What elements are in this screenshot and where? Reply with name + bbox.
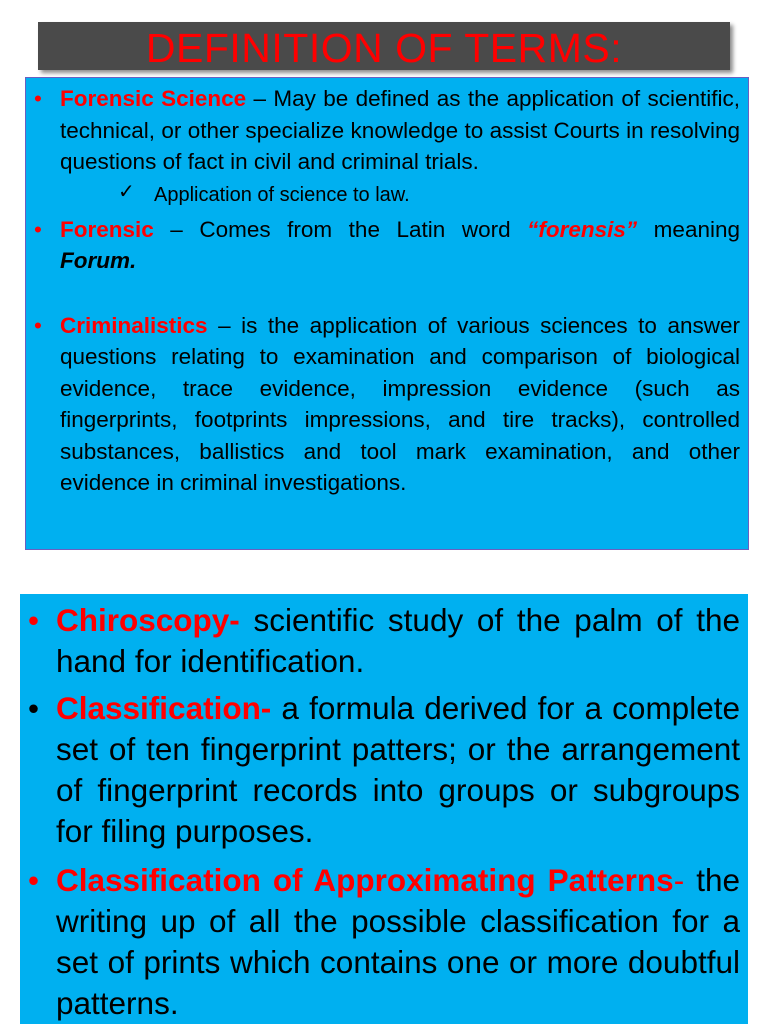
- definition-classification-approximating: the writing up of all the possible classification for a set of prints which contains one or more doubtful patterns.: [56, 862, 740, 1021]
- sub-item-text: Application of science to law.: [154, 183, 410, 206]
- list-item-criminalistics: [34, 310, 740, 499]
- latin-word: “forensis”: [527, 216, 638, 242]
- checkmark-icon: ✓: [118, 180, 135, 203]
- term-dash: -: [673, 862, 685, 898]
- definitions-box-top: [25, 77, 749, 550]
- term-chiroscopy: Chiroscopy-: [56, 602, 240, 638]
- definition-forensic-science: – May be defined as the application of scientific, technical, or other specialize knowledge to assist Courts in resolving questions of fact in civil and criminal trials.: [60, 86, 740, 174]
- definition-criminalistics: – is the application of various sciences to answer questions relating to examination and comparison of biological evidence, trace evidence, impression evidence (such as fingerprints, footprints impressions, and tire tracks), controlled substances, ballistics and tool mark examination, and other evidence in criminal investigations.: [60, 312, 740, 495]
- term-forensic-science: Forensic Science: [60, 86, 247, 111]
- term-classification-approximating: Classification of Approximating Patterns: [56, 862, 674, 898]
- forensic-text-1: – Comes from the Latin word: [153, 216, 528, 242]
- sub-item-application: [34, 181, 740, 209]
- title-bar: [38, 22, 730, 70]
- term-classification: Classification-: [56, 690, 272, 726]
- definition-chiroscopy: scientific study of the palm of the hand for identification.: [56, 602, 740, 679]
- forensic-meaning: Forum.: [60, 248, 137, 273]
- forensic-text-2: meaning: [637, 216, 740, 242]
- list-item-classification: [28, 688, 740, 852]
- term-forensic: Forensic: [60, 216, 154, 242]
- definitions-box-bottom: [20, 594, 748, 1024]
- bullet-icon: •: [34, 216, 42, 242]
- bullet-icon: •: [28, 602, 40, 638]
- bullet-icon: •: [28, 690, 40, 726]
- bullet-icon: •: [34, 312, 42, 338]
- list-item-forensic: [34, 214, 740, 277]
- list-item-classification-approximating: [28, 860, 740, 1024]
- definition-classification: a formula derived for a complete set of ten fingerprint patters; or the arrangement of fingerprint records into groups or subgroups for filing purposes.: [56, 690, 740, 849]
- bullet-icon: •: [28, 862, 40, 898]
- term-criminalistics: Criminalistics: [60, 312, 208, 338]
- list-item-forensic-science: [34, 83, 740, 178]
- spacer: [34, 277, 740, 310]
- slide-title: DEFINITION OF TERMS:: [145, 25, 623, 70]
- list-item-chiroscopy: [28, 600, 740, 682]
- bullet-icon: •: [34, 86, 42, 111]
